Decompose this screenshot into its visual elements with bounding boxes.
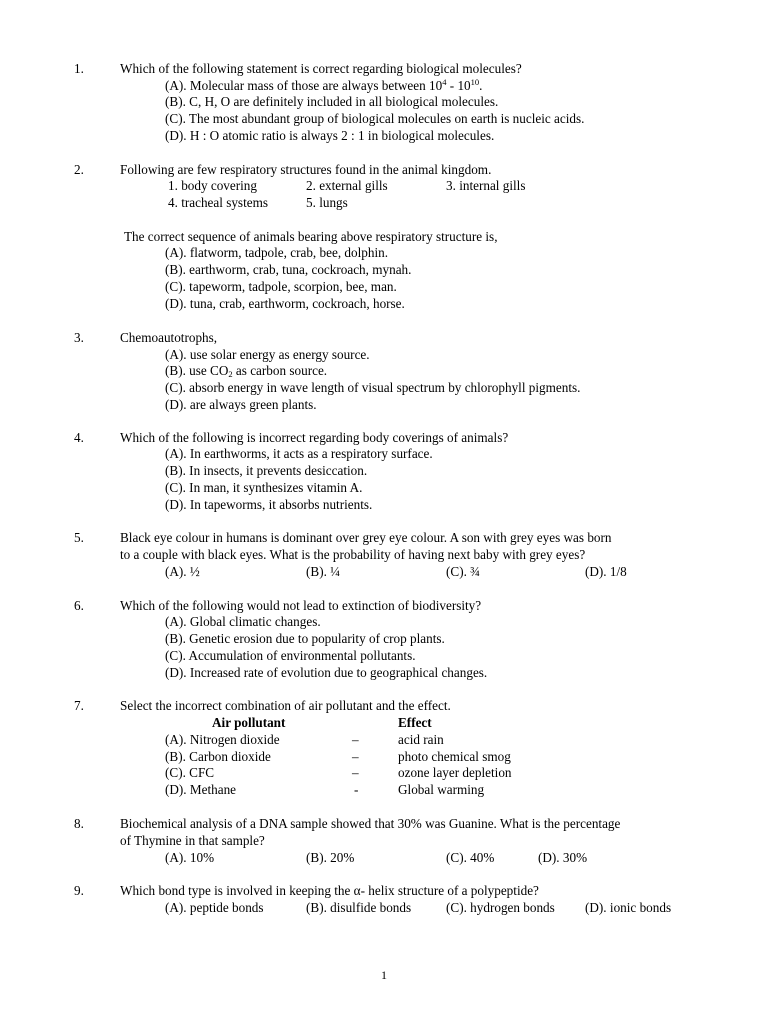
pollutant-cell: (C). CFC [165,765,215,780]
option-b: (B). C, H, O are definitely included in all biological molecules. [165,94,499,109]
question-stem: Which of the following would not lead to extinction of biodiversity? [120,598,482,613]
option-c: (C). absorb energy in wave length of visual spectrum by chlorophyll pigments. [165,380,581,395]
effect-cell: ozone layer depletion [398,765,512,780]
question-number: 1. [74,61,84,76]
option-d: (D). 30% [538,850,588,865]
question-stem: Black eye colour in humans is dominant over grey eye colour. A son with grey eyes was born [120,530,612,545]
question-stem: Which bond type is involved in keeping the α- helix structure of a polypeptide? [120,883,539,898]
option-d: (D). ionic bonds [585,900,672,915]
option-d: (D). tuna, crab, earthworm, cockroach, horse. [165,296,405,311]
effect-cell: photo chemical smog [398,749,511,764]
option-d: (D). 1/8 [585,564,627,579]
option-a: (A). Global climatic changes. [165,614,321,629]
option-c: (C). The most abundant group of biological molecules on earth is nucleic acids. [165,111,585,126]
option-a [165,78,482,94]
question-number: 4. [74,430,84,445]
pollutant-cell: (B). Carbon dioxide [165,749,271,764]
option-c: (C). ¾ [446,564,481,579]
option-c: (C). Accumulation of environmental pollutants. [165,648,416,663]
subscript: 2 [228,369,233,379]
option-b-text: as carbon source. [232,363,328,378]
option-c: (C). 40% [446,850,495,865]
option-b: (B). disulfide bonds [306,900,412,915]
question-stem: Which of the following is incorrect regarding body coverings of animals? [120,430,509,445]
option-a: (A). use solar energy as energy source. [165,347,370,362]
dash: - [354,782,359,797]
column-header-pollutant: Air pollutant [212,715,286,730]
dash: – [352,765,359,780]
question-stem: of Thymine in that sample? [120,833,265,848]
exponent: 10 [470,77,480,87]
question-number: 7. [74,698,84,713]
exponent: 4 [442,77,447,87]
effect-cell: Global warming [398,782,485,797]
dash: – [352,732,359,747]
structure-item: 3. internal gills [446,178,526,193]
option-a-text: . [479,78,483,93]
question-stem: Chemoautotrophs, [120,330,218,345]
question-number: 3. [74,330,84,345]
question-stem: The correct sequence of animals bearing above respiratory structure is, [124,229,498,244]
structure-item: 2. external gills [306,178,388,193]
page-number: 1 [381,968,387,982]
option-b [165,363,327,379]
option-d: (D). H : O atomic ratio is always 2 : 1 in biological molecules. [165,128,495,143]
question-stem: Select the incorrect combination of air pollutant and the effect. [120,698,451,713]
option-b: (B). In insects, it prevents desiccation. [165,463,368,478]
question-stem: Following are few respiratory structures found in the animal kingdom. [120,162,492,177]
option-a-text: (A). Molecular mass of those are always between 10 [165,78,443,93]
effect-cell: acid rain [398,732,444,747]
option-b-text: (B). use CO [165,363,229,378]
option-a: (A). In earthworms, it acts as a respiratory surface. [165,446,433,461]
option-c: (C). In man, it synthesizes vitamin A. [165,480,363,495]
column-header-effect: Effect [398,715,432,730]
option-a: (A). flatworm, tadpole, crab, bee, dolphin. [165,245,389,260]
question-number: 9. [74,883,84,898]
question-number: 8. [74,816,84,831]
question-stem: Which of the following statement is correct regarding biological molecules? [120,61,522,76]
option-a: (A). ½ [165,564,200,579]
option-d: (D). Increased rate of evolution due to geographical changes. [165,665,488,680]
question-number: 6. [74,598,84,613]
option-c: (C). hydrogen bonds [446,900,555,915]
question-number: 2. [74,162,84,177]
option-a: (A). 10% [165,850,215,865]
structure-item: 1. body covering [168,178,257,193]
question-stem: to a couple with black eyes. What is the probability of having next baby with grey eyes? [120,547,586,562]
dash: – [352,749,359,764]
option-a: (A). peptide bonds [165,900,264,915]
pollutant-cell: (D). Methane [165,782,237,797]
option-b: (B). earthworm, crab, tuna, cockroach, mynah. [165,262,412,277]
structure-item: 5. lungs [306,195,348,210]
option-c: (C). tapeworm, tadpole, scorpion, bee, man. [165,279,397,294]
option-b: (B). Genetic erosion due to popularity of crop plants. [165,631,445,646]
option-b: (B). 20% [306,850,355,865]
option-d: (D). In tapeworms, it absorbs nutrients. [165,497,373,512]
option-a-text: - 10 [446,78,471,93]
option-d: (D). are always green plants. [165,397,317,412]
option-b: (B). ¼ [306,564,341,579]
pollutant-cell: (A). Nitrogen dioxide [165,732,280,747]
question-number: 5. [74,530,84,545]
question-stem: Biochemical analysis of a DNA sample showed that 30% was Guanine. What is the percentage [120,816,621,831]
structure-item: 4. tracheal systems [168,195,268,210]
